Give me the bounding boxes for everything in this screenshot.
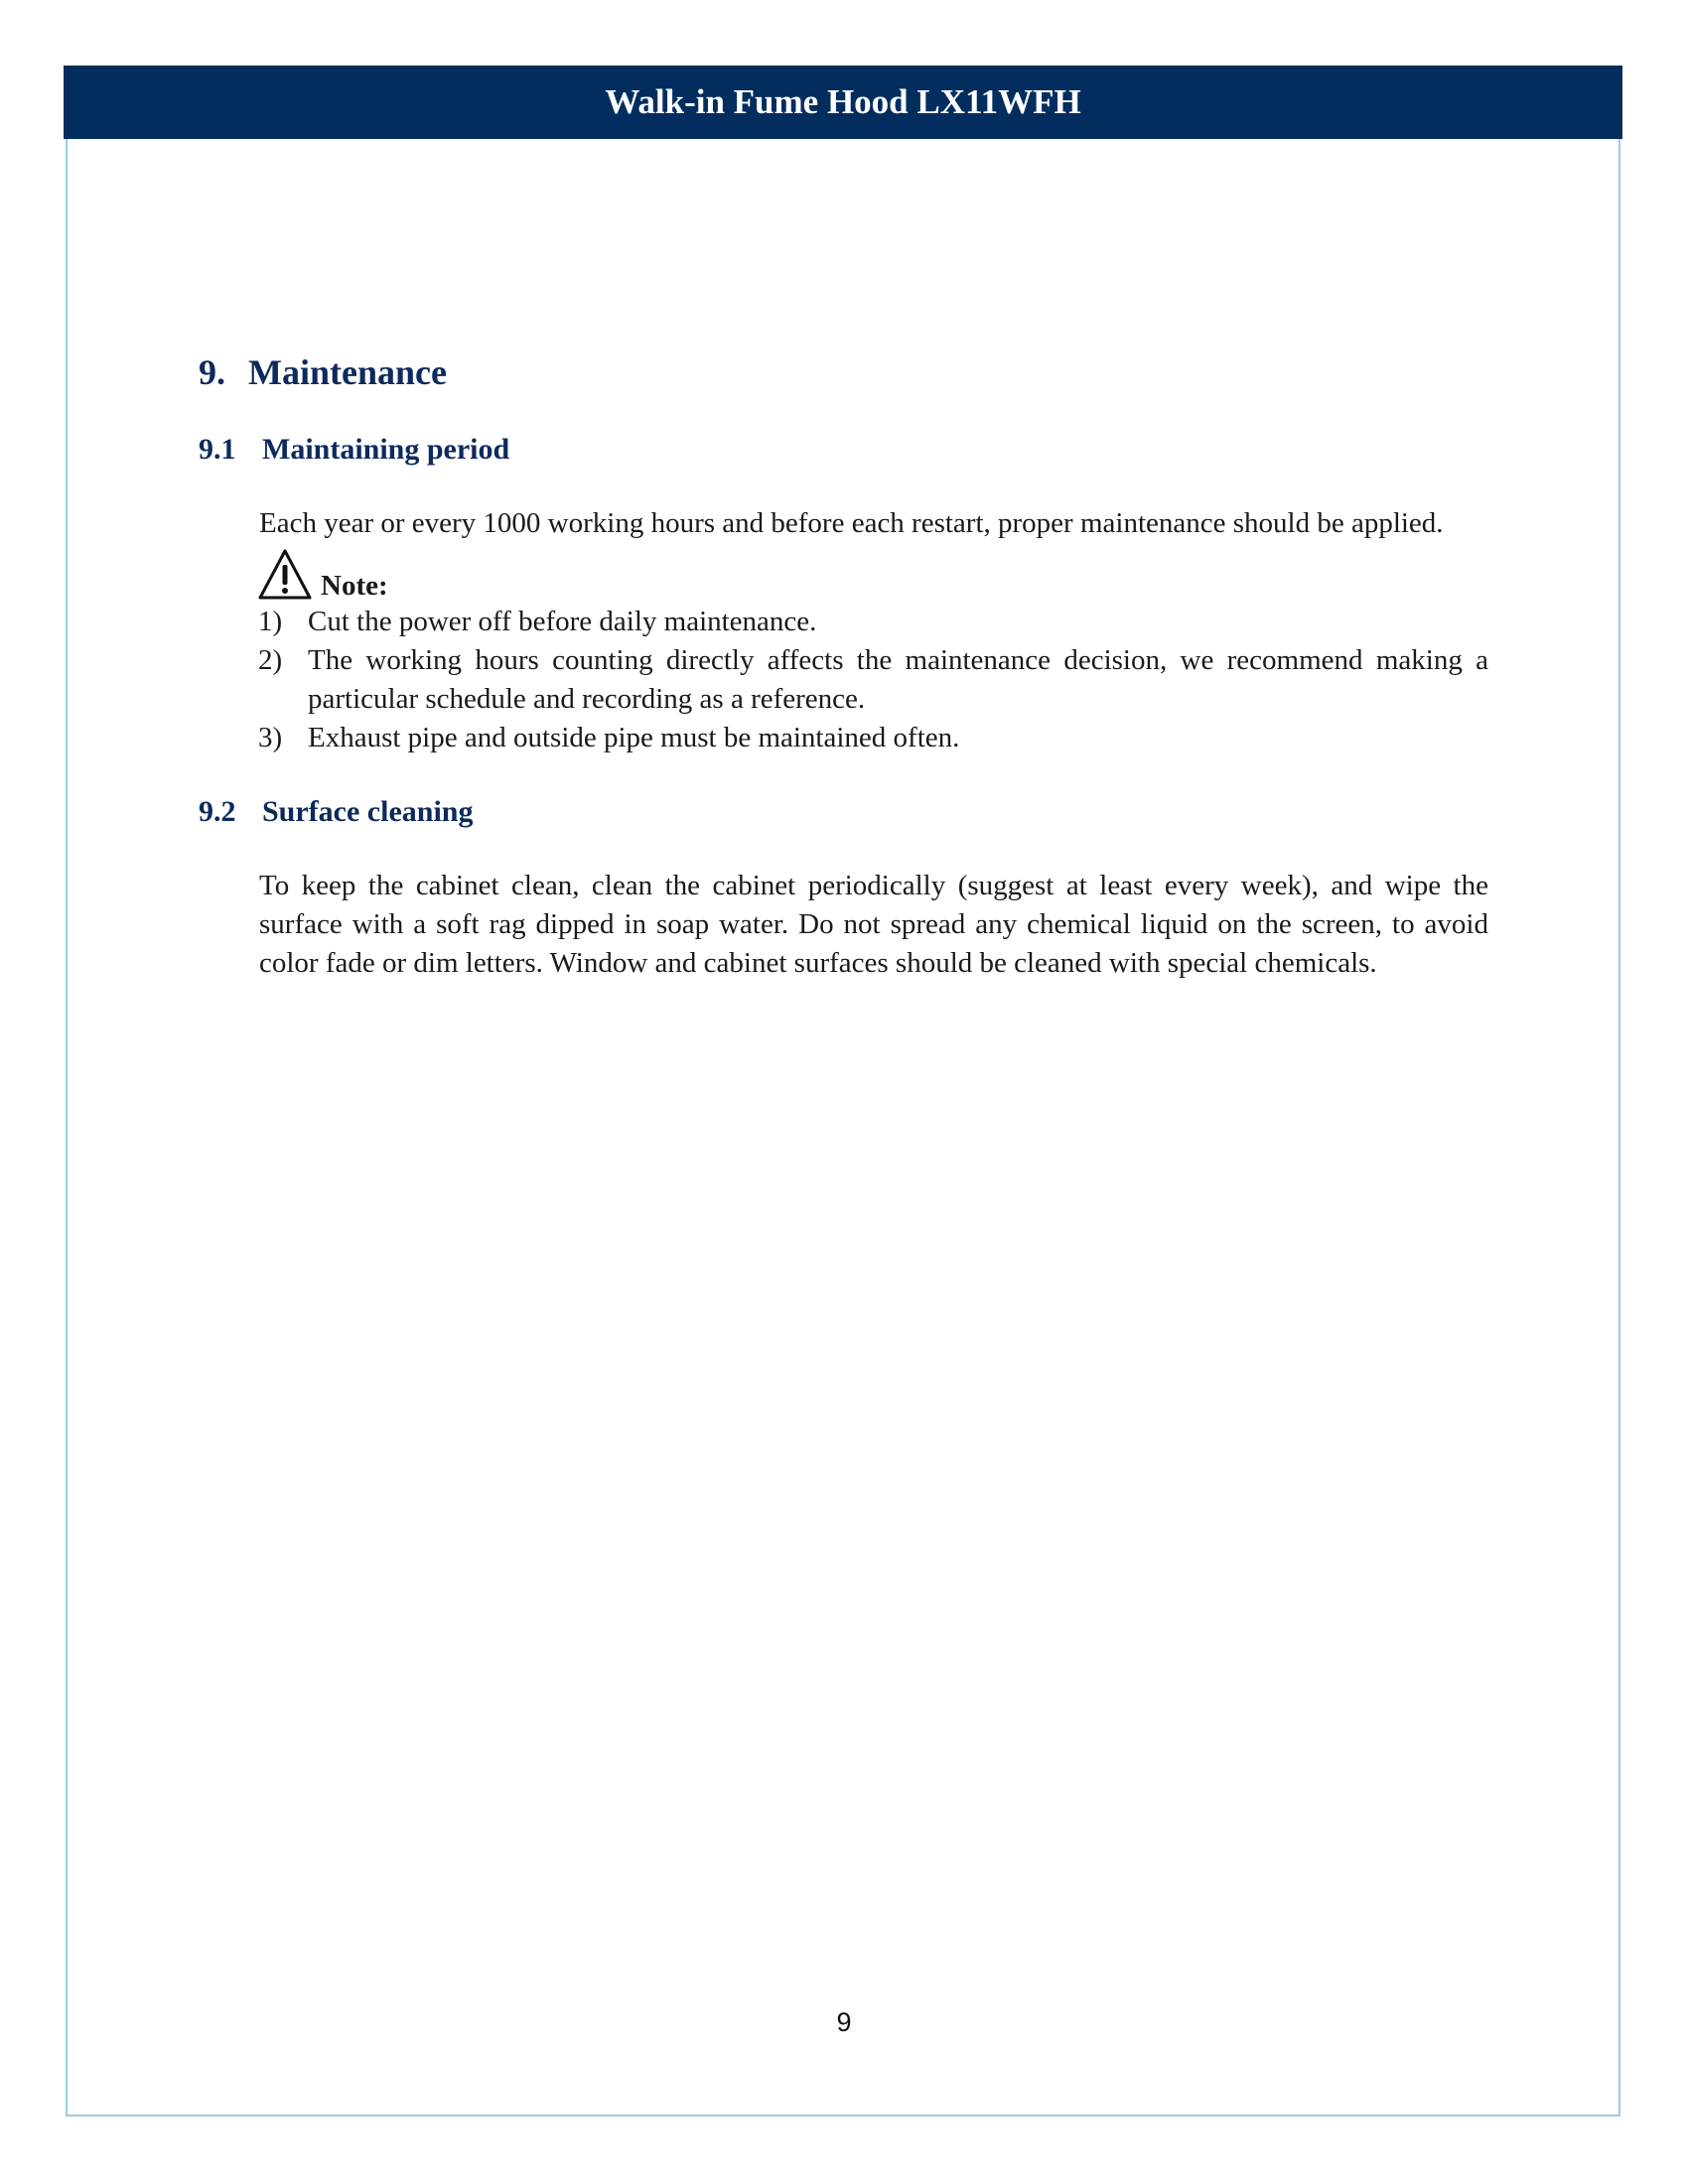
note-list	[258, 603, 1488, 757]
document-title: Walk-in Fume Hood LX11WFH	[605, 82, 1081, 121]
section-heading	[199, 351, 1489, 393]
subsection-number: 9.1	[199, 433, 236, 466]
note-label: Note:	[321, 570, 388, 602]
subsection-title: Surface cleaning	[262, 795, 474, 828]
list-item	[258, 641, 1488, 719]
list-item-number: 2)	[258, 644, 283, 676]
section-title: Maintenance	[248, 352, 447, 392]
note-callout	[257, 545, 1489, 603]
list-item-number: 1)	[258, 606, 283, 637]
list-item-number: 3)	[258, 722, 283, 753]
subsection-heading-surface-cleaning	[199, 795, 1489, 829]
document-header	[64, 66, 1622, 139]
subsection-title: Maintaining period	[262, 433, 510, 466]
warning-triangle-icon	[257, 547, 313, 603]
list-item-text: Cut the power off before daily maintenance.	[308, 606, 817, 637]
subsection-heading-maintaining-period	[199, 433, 1489, 467]
surface-cleaning-paragraph: To keep the cabinet clean, clean the cabinet periodically (suggest at least every week), and wipe the surface with a soft rag dipped in soap water. Do not spread any chemical liquid on the screen, to avoid color fade or dim letters. Window and cabinet surfaces should be cleaned with special chemicals.	[259, 870, 1488, 979]
list-item	[258, 719, 1488, 757]
page-number: 9	[836, 2007, 852, 2037]
section-number: 9.	[199, 352, 225, 392]
maintaining-period-paragraph: Each year or every 1000 working hours and before each restart, proper maintenance should be applied.	[259, 507, 1444, 539]
list-item-text: The working hours counting directly affects the maintenance decision, we recommend making a particular schedule and recording as a reference.	[308, 644, 1488, 715]
subsection-number: 9.2	[199, 795, 236, 828]
page-content	[199, 328, 1489, 983]
list-item	[258, 603, 1488, 641]
list-item-text: Exhaust pipe and outside pipe must be maintained often.	[308, 722, 960, 753]
